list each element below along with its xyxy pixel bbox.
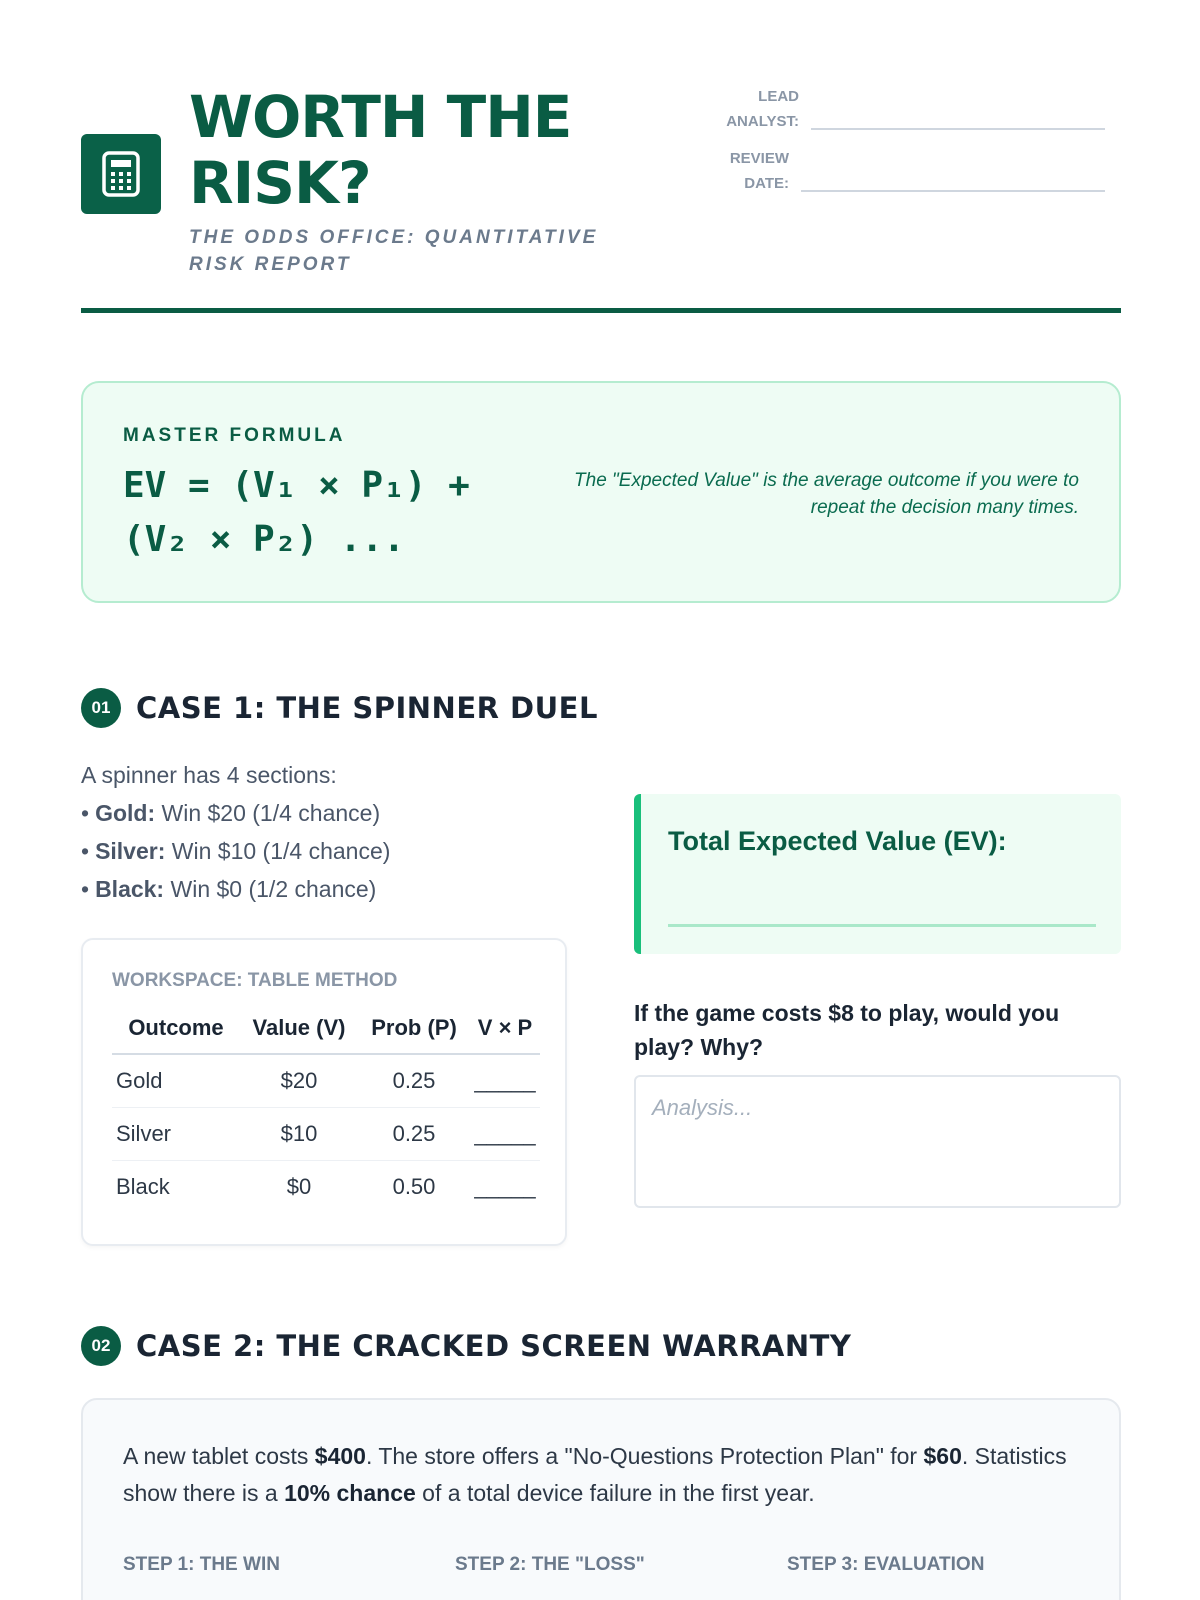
lead-analyst-label-line-1: LEAD xyxy=(758,88,799,105)
total-ev-box xyxy=(634,794,1121,954)
case-number-badge: 01 xyxy=(81,688,121,728)
text-segment: of a total device failure in the first year. xyxy=(415,1480,815,1506)
case-2-heading xyxy=(81,1326,851,1366)
case-2-card xyxy=(81,1398,1121,1600)
review-date-row xyxy=(721,146,1105,196)
review-date-label-line-1: REVIEW xyxy=(729,150,789,167)
step-1-label: STEP 1: THE WIN xyxy=(123,1554,280,1575)
header-divider xyxy=(81,308,1121,313)
case-1-description xyxy=(81,756,561,908)
master-formula-box xyxy=(81,381,1121,603)
text-emphasis: $60 xyxy=(923,1443,962,1469)
page-title xyxy=(189,84,659,216)
item-name: Black: xyxy=(95,876,165,902)
title-block xyxy=(189,84,659,278)
table-cell: $10 xyxy=(240,1107,358,1160)
logo xyxy=(81,134,161,214)
table-cell: Black xyxy=(116,1173,170,1199)
table-row xyxy=(112,1107,540,1160)
text-segment: . Statistics show there is a xyxy=(123,1443,1067,1506)
review-date-label xyxy=(721,146,789,196)
list-item xyxy=(81,832,561,870)
formula-label: MASTER FORMULA xyxy=(123,425,346,446)
text-segment: A new tablet costs xyxy=(123,1443,315,1469)
case-1-heading xyxy=(81,688,598,728)
formula-line-1: EV = (V₁ × P₁) + xyxy=(123,465,470,506)
text-segment: . The store offers a "No-Questions Protection Plan" for xyxy=(365,1443,924,1469)
workspace-card xyxy=(81,938,567,1246)
page-title-line-1: WORTH THE xyxy=(189,83,572,151)
table-header-row xyxy=(112,1002,540,1054)
column-header: V × P xyxy=(470,1002,540,1054)
formula-equation xyxy=(123,459,543,567)
table-cell: 0.25 xyxy=(358,1054,470,1107)
column-header: Value (V) xyxy=(240,1002,358,1054)
table-cell: Silver xyxy=(112,1107,240,1160)
total-ev-answer-line[interactable] xyxy=(668,924,1096,927)
step-2-label: STEP 2: THE "LOSS" xyxy=(455,1554,645,1575)
review-date-label-line-2: DATE: xyxy=(744,175,789,192)
table-cell: 0.50 xyxy=(392,1173,436,1199)
case-2-description xyxy=(123,1438,1083,1512)
column-header: Prob (P) xyxy=(358,1002,470,1054)
lead-analyst-field[interactable] xyxy=(811,128,1105,130)
formula-note: The "Expected Value" is the average outcome if you were to repeat the decision many times. xyxy=(574,470,1079,518)
total-ev-title: Total Expected Value (EV): xyxy=(668,826,1007,856)
answer-blank[interactable]: _____ xyxy=(470,1054,540,1107)
table-row xyxy=(112,1160,540,1213)
lead-analyst-label-line-2: ANALYST: xyxy=(726,113,799,130)
ev-table xyxy=(112,1002,540,1213)
case-title: CASE 2: THE CRACKED SCREEN WARRANTY xyxy=(136,1329,852,1363)
item-text: Win $0 (1/2 chance) xyxy=(164,876,377,902)
table-row xyxy=(112,1054,540,1107)
lead-analyst-row xyxy=(721,84,1105,134)
list-item xyxy=(81,794,561,832)
table-cell: $20 xyxy=(240,1054,358,1107)
review-date-field[interactable] xyxy=(801,190,1105,192)
lead-analyst-label xyxy=(721,84,799,134)
table-cell: 0.25 xyxy=(358,1107,470,1160)
table-cell: Gold xyxy=(112,1054,240,1107)
calculator-icon xyxy=(102,151,140,197)
case-1-question: If the game costs $8 to play, would you play? Why? xyxy=(634,1000,1060,1060)
text-emphasis: 10% chance xyxy=(284,1480,416,1506)
list-item xyxy=(81,870,561,908)
item-name: Silver: xyxy=(95,838,166,864)
step-3-label: STEP 3: EVALUATION xyxy=(787,1554,985,1575)
column-header: Outcome xyxy=(112,1002,240,1054)
item-name: Gold: xyxy=(95,800,156,826)
page-title-line-2: RISK? xyxy=(189,149,371,217)
case-number-badge: 02 xyxy=(81,1326,121,1366)
answer-blank[interactable]: _____ xyxy=(470,1107,540,1160)
formula-line-2: (V₂ × P₂) ... xyxy=(123,519,405,560)
analysis-textarea[interactable] xyxy=(634,1075,1121,1208)
analysis-placeholder: Analysis... xyxy=(652,1095,753,1120)
table-cell: $0 xyxy=(286,1173,312,1199)
text-emphasis: $400 xyxy=(314,1443,366,1469)
report-header xyxy=(81,84,1121,314)
page-subtitle: THE ODDS OFFICE: QUANTITATIVE RISK REPORT xyxy=(189,227,599,275)
case-intro-text: A spinner has 4 sections: xyxy=(81,762,337,788)
workspace-label: WORKSPACE: TABLE METHOD xyxy=(112,970,398,991)
item-text: Win $20 (1/4 chance) xyxy=(155,800,381,826)
item-text: Win $10 (1/4 chance) xyxy=(165,838,391,864)
answer-blank[interactable]: _____ xyxy=(474,1173,536,1199)
case-title: CASE 1: THE SPINNER DUEL xyxy=(136,691,598,725)
